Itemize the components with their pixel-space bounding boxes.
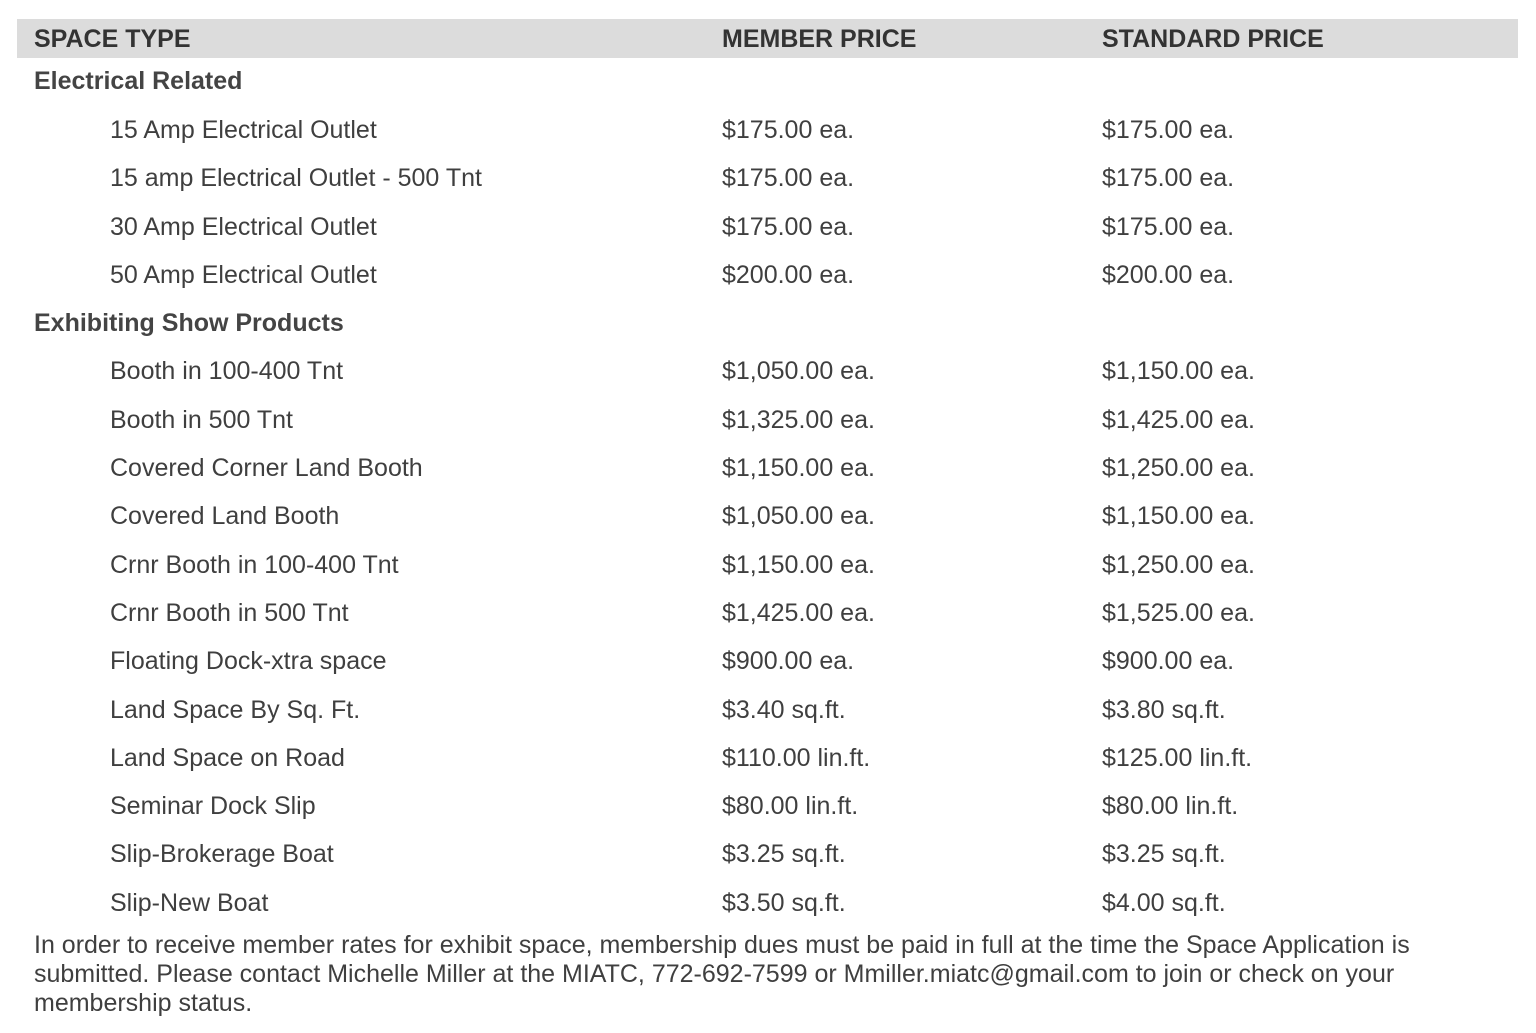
table-row bbox=[17, 879, 1518, 927]
member-price-cell: $900.00 ea. bbox=[722, 647, 855, 676]
table-row bbox=[17, 734, 1518, 782]
member-price-cell: $1,050.00 ea. bbox=[722, 357, 875, 386]
space-type-cell: 15 amp Electrical Outlet - 500 Tnt bbox=[110, 164, 482, 193]
space-type-cell: Floating Dock-xtra space bbox=[110, 647, 387, 676]
table-row bbox=[17, 589, 1518, 637]
category-row bbox=[17, 58, 1518, 106]
table-row bbox=[17, 347, 1518, 395]
table-row bbox=[17, 686, 1518, 734]
membership-footnote: In order to receive member rates for exhibit space, membership dues must be paid in full at the time the Space Application is submitted. Please contact Michelle Miller at the MIATC, 772-692-7599 or Mmiller.miatc@gmail.com to join or check on your membership status. bbox=[34, 931, 1410, 1017]
standard-price-cell: $1,250.00 ea. bbox=[1102, 454, 1255, 483]
standard-price-cell: $175.00 ea. bbox=[1102, 116, 1235, 144]
member-price-cell: $110.00 lin.ft. bbox=[722, 743, 871, 772]
category-row bbox=[17, 299, 1518, 347]
standard-price-cell: $1,150.00 ea. bbox=[1102, 357, 1255, 386]
pricing-table bbox=[17, 19, 1518, 927]
table-row bbox=[17, 396, 1518, 444]
member-price-cell: $1,050.00 ea. bbox=[722, 502, 875, 531]
standard-price-cell: $175.00 ea. bbox=[1102, 212, 1235, 241]
standard-price-cell: $1,250.00 ea. bbox=[1102, 550, 1255, 579]
space-type-cell: Booth in 500 Tnt bbox=[110, 405, 294, 434]
category-name: Exhibiting Show Products bbox=[34, 309, 344, 338]
table-row bbox=[17, 444, 1518, 492]
space-type-cell: Crnr Booth in 100-400 Tnt bbox=[110, 550, 399, 579]
table-row bbox=[17, 492, 1518, 540]
member-price-cell: $3.40 sq.ft. bbox=[722, 695, 846, 724]
space-type-cell: Land Space on Road bbox=[110, 743, 345, 772]
table-row bbox=[17, 782, 1518, 830]
member-price-cell: $175.00 ea. bbox=[722, 164, 855, 193]
standard-price-cell: $4.00 sq.ft. bbox=[1102, 888, 1226, 917]
member-price-cell: $175.00 ea. bbox=[722, 116, 855, 144]
table-row bbox=[17, 106, 1518, 154]
category-name: Electrical Related bbox=[34, 67, 243, 95]
standard-price-cell: $3.25 sq.ft. bbox=[1102, 840, 1226, 869]
standard-price-cell: $1,425.00 ea. bbox=[1102, 405, 1255, 434]
member-price-cell: $175.00 ea. bbox=[722, 212, 855, 241]
standard-price-cell: $175.00 ea. bbox=[1102, 164, 1235, 193]
table-row bbox=[17, 154, 1518, 202]
table-row bbox=[17, 830, 1518, 878]
standard-price-cell: $1,525.00 ea. bbox=[1102, 598, 1255, 627]
header-space-type: SPACE TYPE bbox=[34, 25, 191, 53]
member-price-cell: $3.25 sq.ft. bbox=[722, 840, 846, 869]
member-price-cell: $200.00 ea. bbox=[722, 260, 855, 289]
member-price-cell: $3.50 sq.ft. bbox=[722, 888, 846, 917]
standard-price-cell: $1,150.00 ea. bbox=[1102, 502, 1255, 531]
standard-price-cell: $125.00 lin.ft. bbox=[1102, 743, 1253, 772]
table-row bbox=[17, 541, 1518, 589]
header-member-price: MEMBER PRICE bbox=[722, 25, 917, 53]
member-price-cell: $1,425.00 ea. bbox=[722, 598, 875, 627]
table-row bbox=[17, 637, 1518, 685]
member-price-cell: $1,150.00 ea. bbox=[722, 550, 875, 579]
space-type-cell: 15 Amp Electrical Outlet bbox=[110, 116, 377, 144]
space-type-cell: Crnr Booth in 500 Tnt bbox=[110, 598, 349, 627]
space-type-cell: Booth in 100-400 Tnt bbox=[110, 357, 344, 386]
member-price-cell: $1,150.00 ea. bbox=[722, 454, 875, 483]
standard-price-cell: $80.00 lin.ft. bbox=[1102, 792, 1239, 821]
table-body bbox=[17, 58, 1518, 927]
space-type-cell: Covered Corner Land Booth bbox=[110, 454, 423, 483]
space-type-cell: Land Space By Sq. Ft. bbox=[110, 695, 361, 724]
space-type-cell: 30 Amp Electrical Outlet bbox=[110, 212, 377, 241]
member-price-cell: $80.00 lin.ft. bbox=[722, 792, 859, 821]
space-type-cell: Covered Land Booth bbox=[110, 502, 340, 531]
standard-price-cell: $200.00 ea. bbox=[1102, 260, 1235, 289]
table-row bbox=[17, 251, 1518, 299]
space-type-cell: Seminar Dock Slip bbox=[110, 792, 316, 821]
space-type-cell: Slip-New Boat bbox=[110, 888, 269, 917]
member-price-cell: $1,325.00 ea. bbox=[722, 405, 875, 434]
header-standard-price: STANDARD PRICE bbox=[1102, 25, 1324, 53]
standard-price-cell: $3.80 sq.ft. bbox=[1102, 695, 1226, 724]
space-type-cell: Slip-Brokerage Boat bbox=[110, 840, 334, 869]
table-row bbox=[17, 203, 1518, 251]
space-type-cell: 50 Amp Electrical Outlet bbox=[110, 260, 377, 289]
table-header bbox=[17, 19, 1518, 58]
standard-price-cell: $900.00 ea. bbox=[1102, 647, 1235, 676]
